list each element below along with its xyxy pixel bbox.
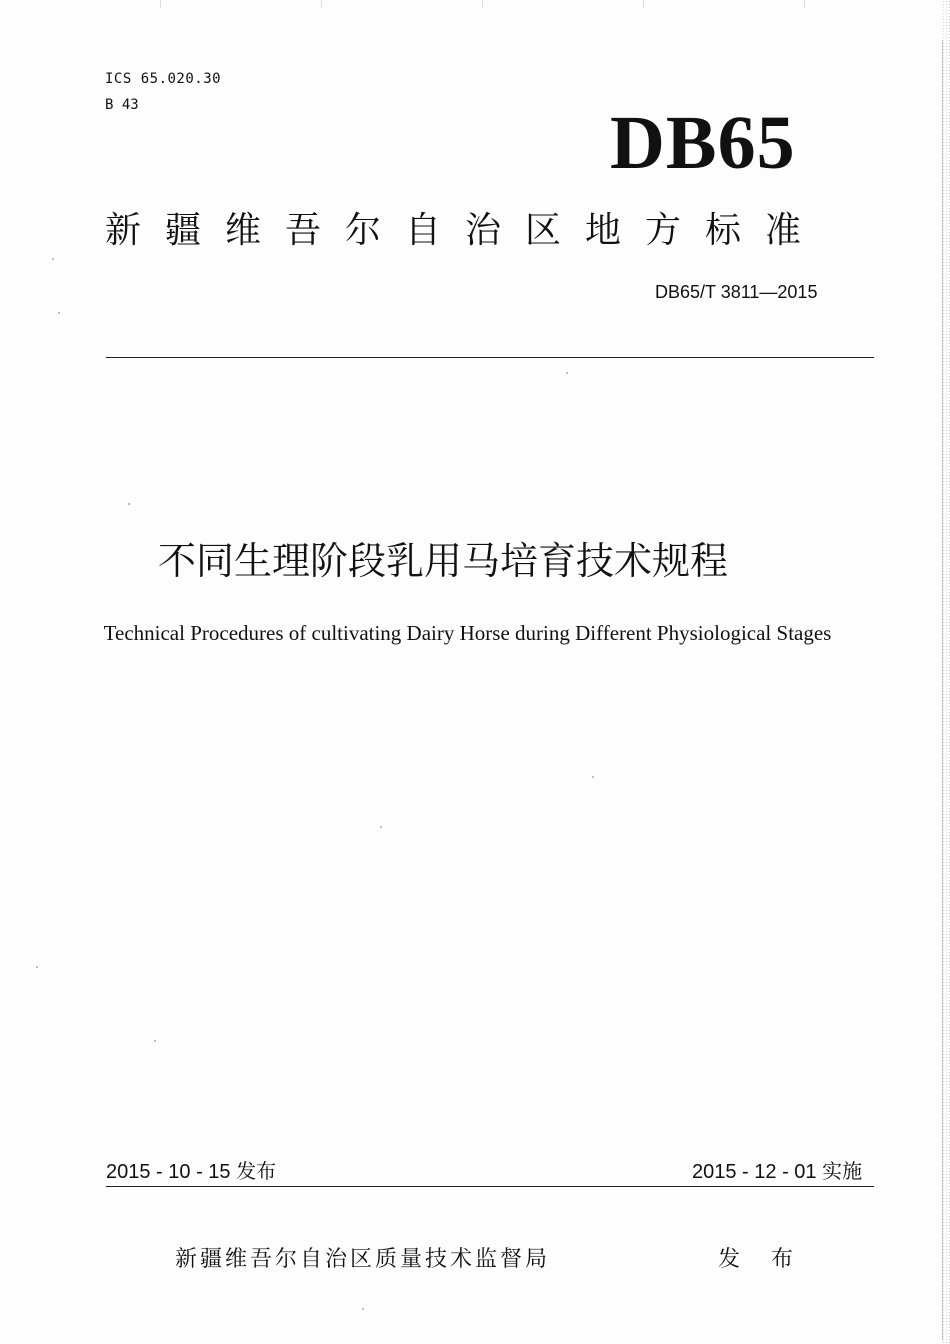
issued-label: 发 布 bbox=[718, 1247, 805, 1272]
scan-speck bbox=[566, 372, 568, 374]
issue-date: 2015 - 10 - 15 发布 bbox=[106, 1161, 277, 1183]
standard-number: DB65/T 3811—2015 bbox=[655, 282, 818, 302]
english-title: Technical Procedures of cultivating Dairy Horse during Different Physiological Stages bbox=[103, 621, 832, 645]
issuing-authority: 新疆维吾尔自治区质量技术监督局 bbox=[175, 1247, 551, 1272]
ics-code: ICS 65.020.30 bbox=[105, 71, 222, 87]
scan-speck bbox=[592, 776, 594, 778]
scan-speck bbox=[58, 312, 60, 314]
top-divider bbox=[106, 357, 874, 358]
chinese-title: 不同生理阶段乳用马培育技术规程 bbox=[158, 539, 729, 583]
implementation-date: 2015 - 12 - 01 实施 bbox=[692, 1161, 863, 1183]
standard-type-title: 新疆维吾尔自治区地方标准 bbox=[105, 210, 826, 251]
scan-speck bbox=[36, 966, 38, 968]
scan-speck bbox=[362, 1308, 364, 1310]
scan-speck bbox=[380, 826, 382, 828]
bottom-divider bbox=[106, 1186, 874, 1187]
scan-artifact-top bbox=[0, 0, 950, 8]
scan-artifact-edge-dots bbox=[942, 0, 950, 1344]
scan-speck bbox=[128, 503, 130, 505]
classification-code: B 43 bbox=[105, 97, 139, 113]
db-logo: DB65 bbox=[610, 101, 796, 185]
scan-speck bbox=[154, 1040, 156, 1042]
scan-speck bbox=[52, 258, 54, 260]
